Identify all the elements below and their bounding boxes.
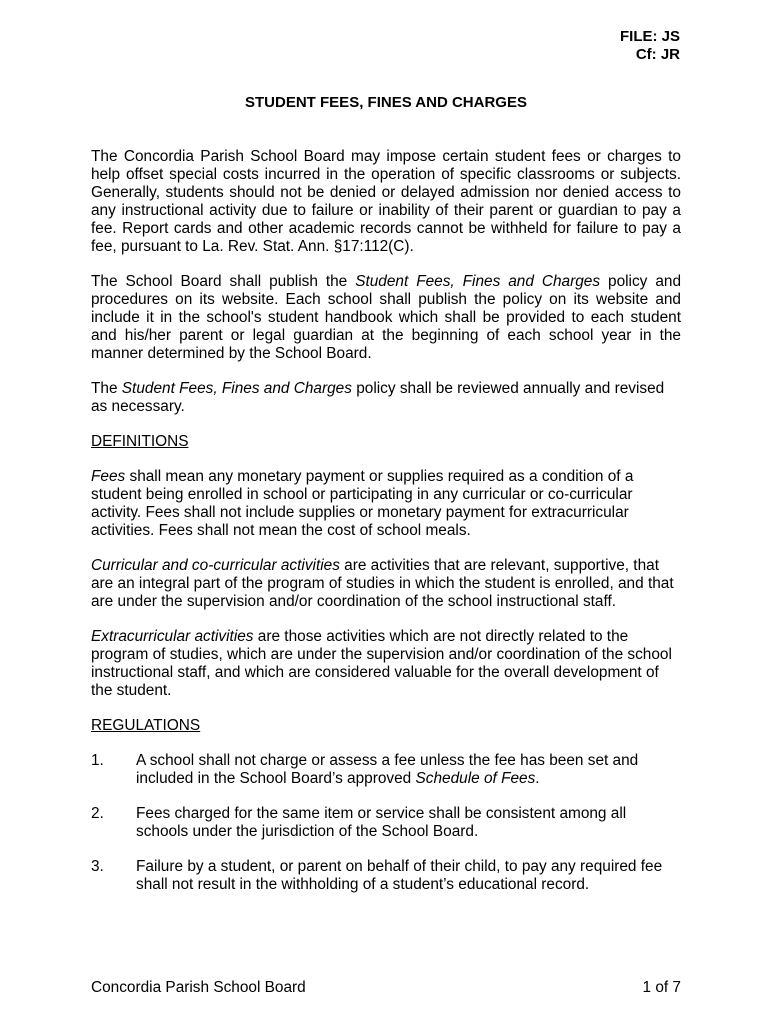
file-code: FILE: JS (619, 28, 680, 45)
definitions-heading: DEFINITIONS (91, 433, 189, 450)
file-reference (620, 28, 680, 64)
regulation-item (91, 752, 681, 788)
fees-definition (91, 468, 681, 540)
document-title: STUDENT FEES, FINES AND CHARGES (245, 94, 527, 111)
regulation-item (91, 858, 681, 894)
extracurricular-term: Extracurricular activities (91, 628, 254, 645)
review-text-end: policy shall be reviewed annually and revised as necessary. (91, 380, 665, 415)
regulation-text (136, 752, 681, 788)
regulations-heading: REGULATIONS (91, 717, 201, 734)
review-paragraph (91, 380, 681, 416)
regulation-text-start: A school shall not charge or assess a fee unless the fee has been set and included in the School Board’s approved (136, 752, 639, 787)
intro-paragraph: The Concordia Parish School Board may impose certain student fees or charges to help offset special costs incurred in the operation of specific classrooms or subjects. Generally, students should not be denied or delayed admission nor denied access to any instructional activity due to failure or inability of their parent or guardian to pay a fee. Report cards and other academic records cannot be withheld for failure to pay a fee, pursuant to La. Rev. Stat. Ann. §17:112(C). (91, 148, 681, 255)
review-text-start: The (91, 380, 122, 397)
fees-definition-text: shall mean any monetary payment or supplies required as a condition of a student being enrolled in school or participating in any curricular or co-curricular activity. Fees shall not include supplies or monetary payment for extracurricular activities. Fees shall not mean the cost of school meals. (91, 468, 634, 539)
publish-text-end: policy and procedures on its website. Each school shall publish the policy on its website and include it in the school's student handbook which shall be provided to each student and his/her parent or legal guardian at the beginning of each school year in the manner determined by the School Board. (91, 273, 681, 362)
publish-text-start: The School Board shall publish the (91, 273, 356, 290)
page-number: 1 of 7 (642, 979, 681, 996)
regulation-text: Failure by a student, or parent on behalf of their child, to pay any required fee shall not result in the withholding of a student’s educational record. (136, 858, 663, 893)
regulation-text: Fees charged for the same item or service shall be consistent among all schools under the jurisdiction of the School Board. (136, 805, 627, 840)
page-footer (91, 979, 681, 997)
extracurricular-definition-text: are those activities which are not directly related to the program of studies, which are under the supervision and/or coordination of the school instructional staff, and which are considered valuable for the overall development of the student. (91, 628, 672, 699)
policy-name-italic: Student Fees, Fines and Charges (121, 380, 352, 397)
regulation-number: 3. (91, 858, 104, 875)
fees-term: Fees (91, 468, 126, 485)
regulation-number: 2. (91, 805, 104, 822)
schedule-of-fees-italic: Schedule of Fees (415, 770, 536, 787)
extracurricular-definition (91, 628, 681, 700)
document-body (91, 148, 681, 911)
curricular-definition-text: are activities that are relevant, supportive, that are an integral part of the program of studies in which the student is enrolled, and that are under the supervision and/or coordination of the school instructional staff. (91, 557, 674, 610)
footer-organization: Concordia Parish School Board (91, 979, 306, 996)
curricular-definition (91, 557, 681, 611)
publish-paragraph (91, 273, 681, 363)
cross-reference-code: Cf: JR (635, 46, 680, 63)
regulation-number: 1. (91, 752, 104, 769)
regulation-text-end: . (535, 770, 540, 787)
curricular-term: Curricular and co-curricular activities (91, 557, 340, 574)
regulation-item (91, 805, 681, 841)
policy-name-italic: Student Fees, Fines and Charges (355, 273, 601, 290)
